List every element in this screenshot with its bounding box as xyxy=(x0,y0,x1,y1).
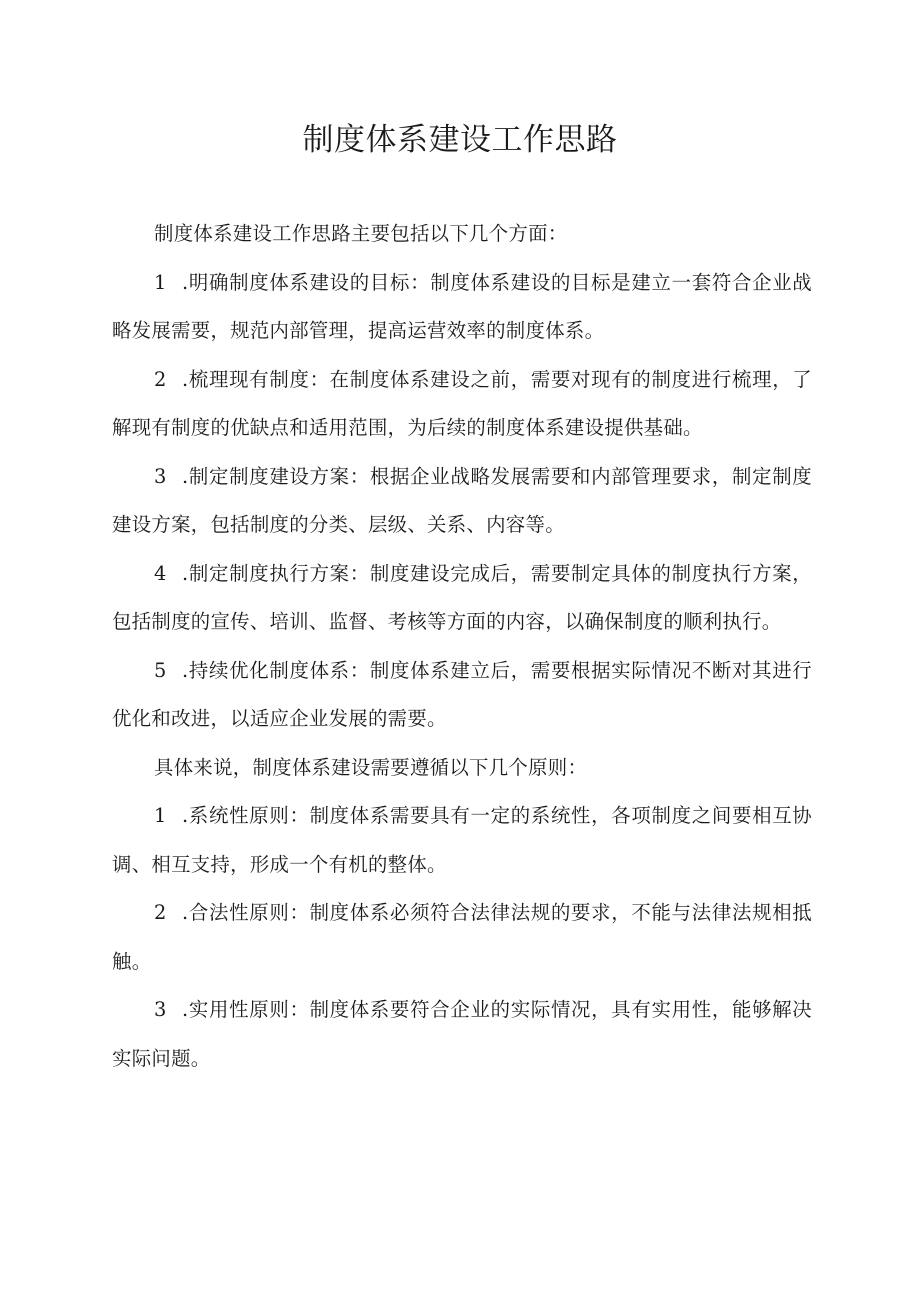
aspect-text: .明确制度体系建设的目标：制度体系建设的目标是建立一套符合企业战略发展需要，规范内部管理，提高运营效率的制度体系。 xyxy=(112,270,812,342)
principle-number: 2 xyxy=(154,901,167,924)
aspect-item-2 xyxy=(112,356,812,453)
aspect-text: .梳理现有制度：在制度体系建设之前，需要对现有的制度进行梳理，了解现有制度的优缺点和适用范围，为后续的制度体系建设提供基础。 xyxy=(112,367,812,439)
principles-intro-paragraph: 具体来说，制度体系建设需要遵循以下几个原则： xyxy=(154,755,588,779)
aspect-number: 2 xyxy=(154,367,167,391)
document-body xyxy=(112,210,812,1083)
aspect-item-5 xyxy=(112,647,812,744)
principle-text: .实用性原则：制度体系要符合企业的实际情况，具有实用性，能够解决实际问题。 xyxy=(112,998,812,1070)
principle-item-2 xyxy=(112,889,812,986)
aspect-item-4 xyxy=(112,550,812,647)
aspect-number: 4 xyxy=(154,561,167,585)
principle-number: 1 xyxy=(154,804,167,827)
aspect-number: 5 xyxy=(154,658,167,682)
aspect-text: .持续优化制度体系：制度体系建立后，需要根据实际情况不断对其进行优化和改进，以适应企业发展的需要。 xyxy=(112,658,812,730)
principle-item-1 xyxy=(112,792,812,889)
principle-text: .系统性原则：制度体系需要具有一定的系统性，各项制度之间要相互协调、相互支持，形成一个有机的整体。 xyxy=(112,804,812,876)
principle-item-3 xyxy=(112,986,812,1083)
aspect-text: .制定制度执行方案：制度建设完成后，需要制定具体的制度执行方案，包括制度的宣传、培训、监督、考核等方面的内容，以确保制度的顺利执行。 xyxy=(112,561,812,633)
aspect-item-1 xyxy=(112,259,812,356)
principle-text: .合法性原则：制度体系必须符合法律法规的要求，不能与法律法规相抵触。 xyxy=(112,901,812,973)
document-title: 制度体系建设工作思路 xyxy=(302,122,618,158)
intro-paragraph: 制度体系建设工作思路主要包括以下几个方面： xyxy=(154,222,568,245)
aspect-number: 1 xyxy=(154,270,167,294)
principle-number: 3 xyxy=(154,998,167,1021)
aspect-item-3 xyxy=(112,453,812,550)
aspect-text: .制定制度建设方案：根据企业战略发展需要和内部管理要求，制定制度建设方案，包括制度的分类、层级、关系、内容等。 xyxy=(112,464,812,536)
aspect-number: 3 xyxy=(154,464,167,488)
